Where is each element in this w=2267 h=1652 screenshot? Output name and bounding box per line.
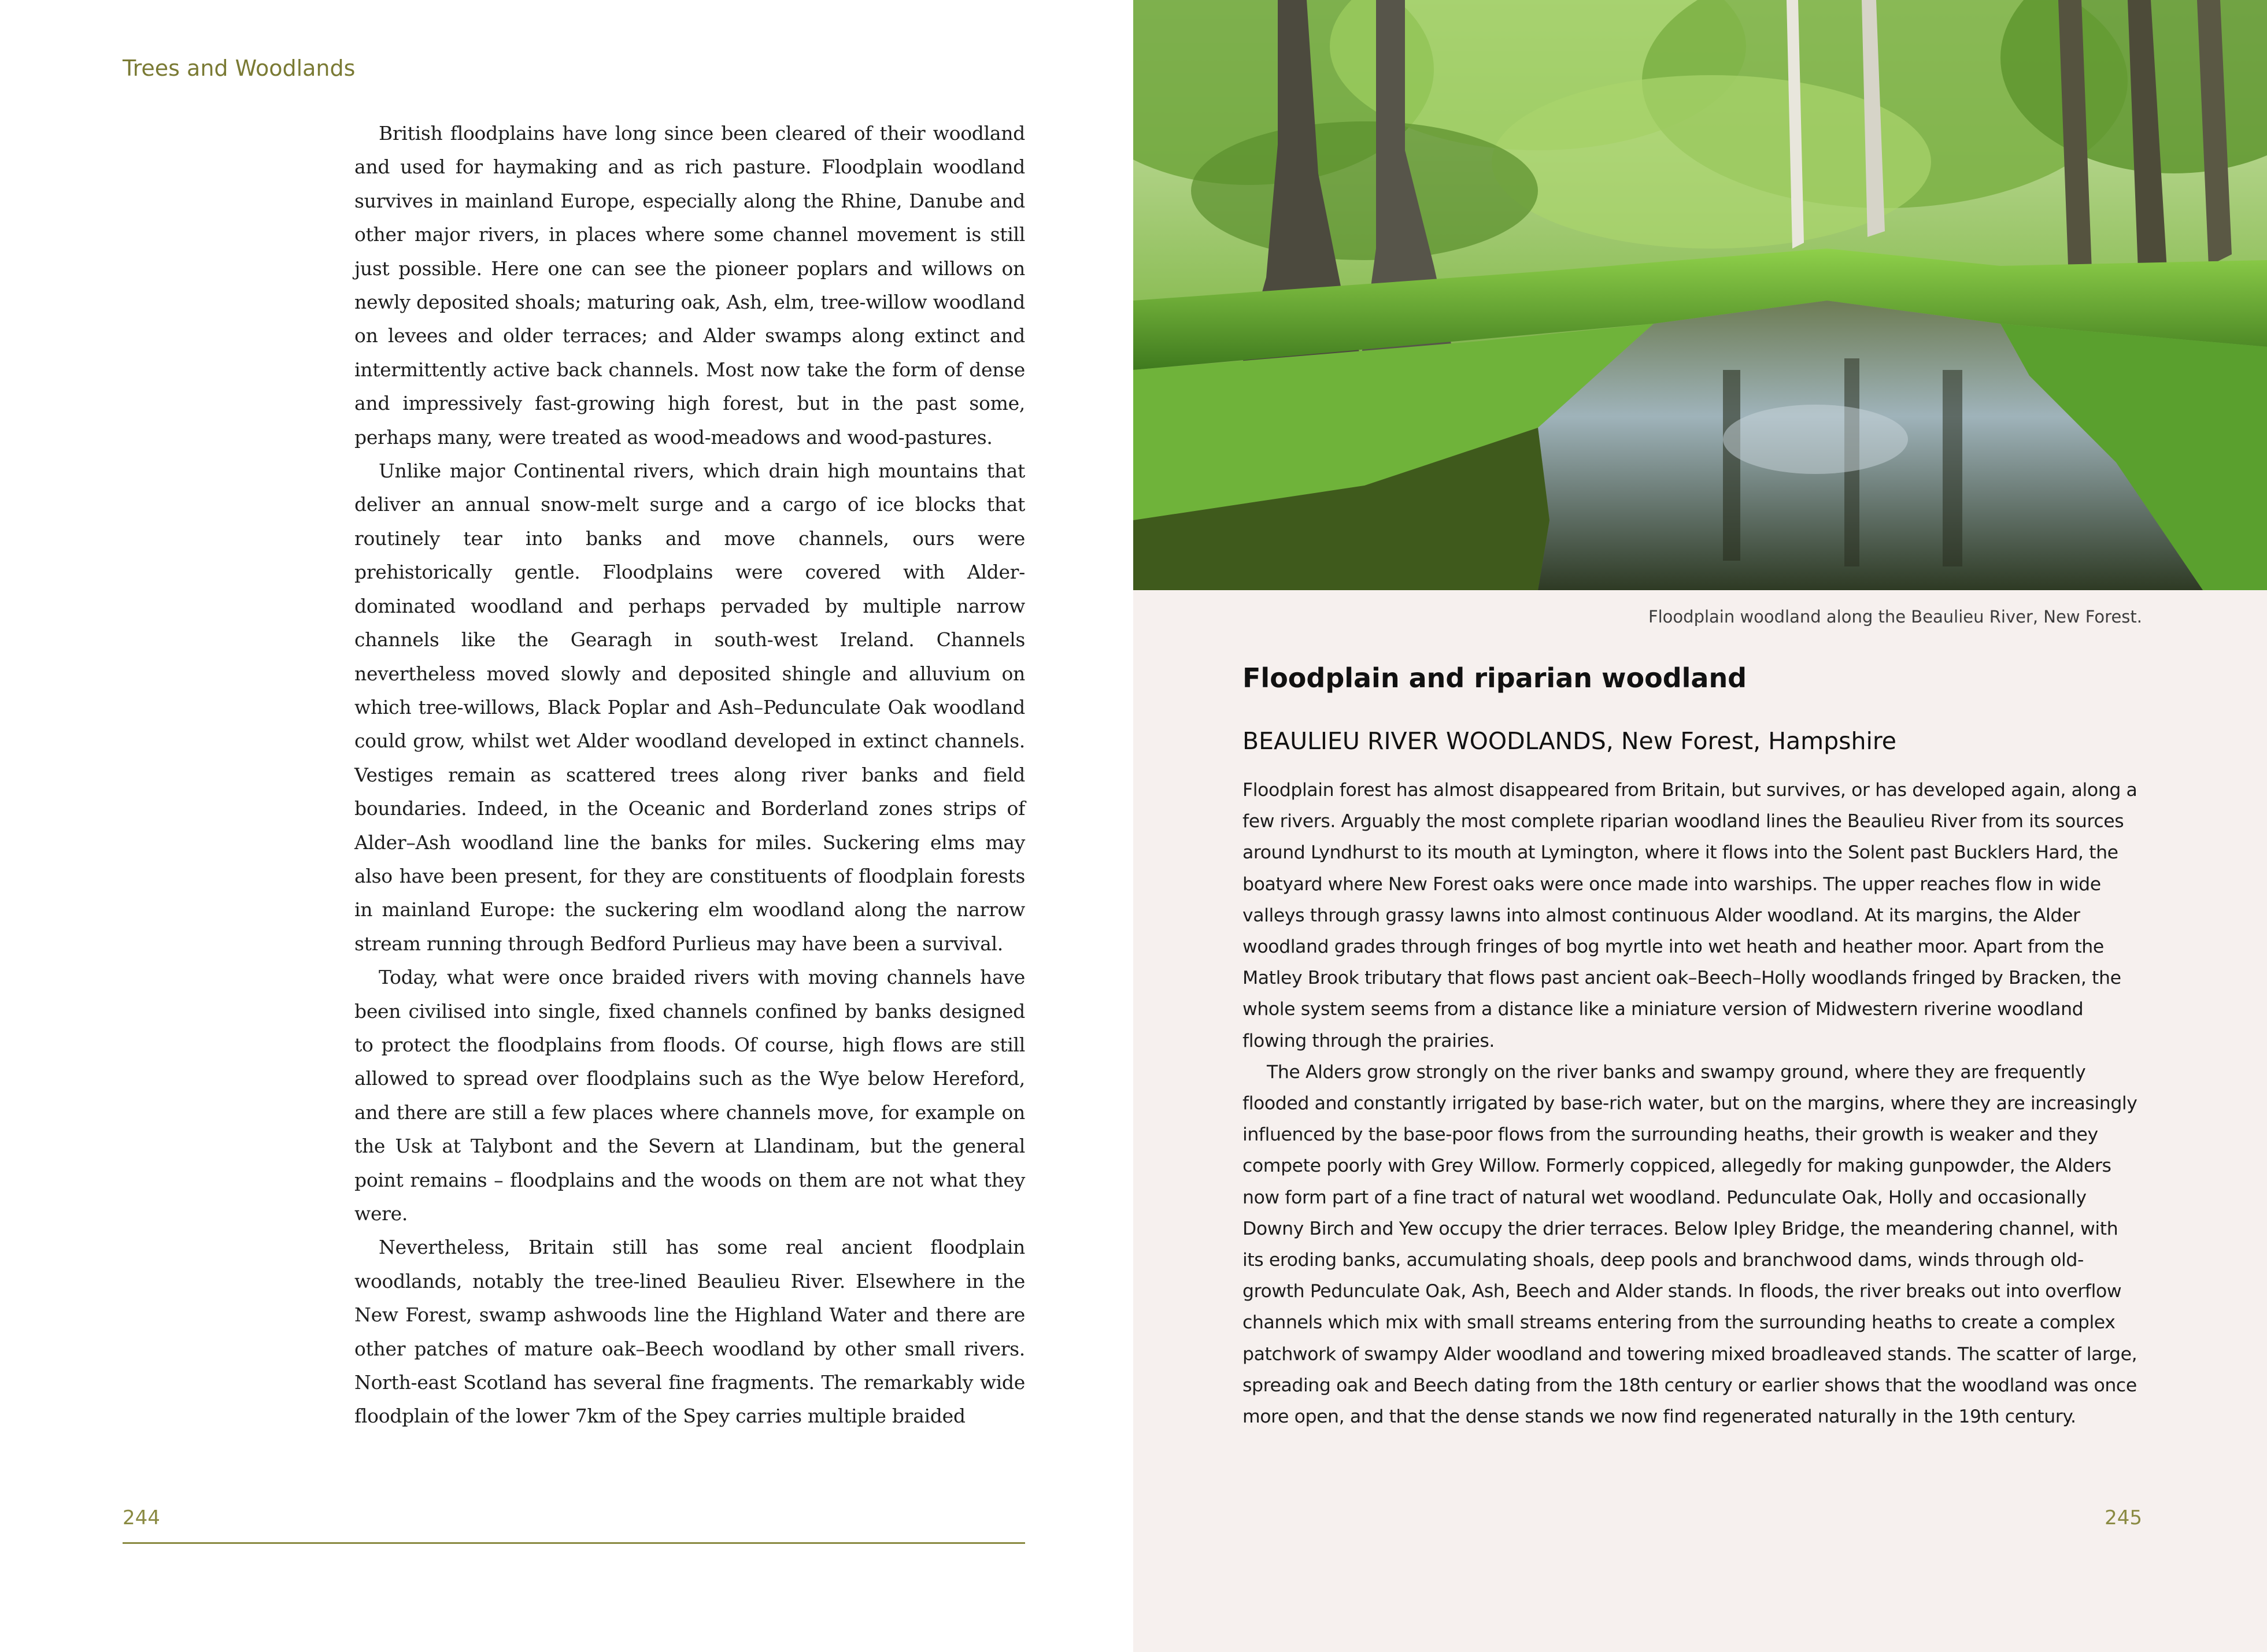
photo-illustration [1133, 0, 2267, 590]
page-number-left: 244 [123, 1506, 160, 1529]
right-body-text [1242, 775, 2142, 1432]
footer-rule-left [123, 1542, 1025, 1544]
right-page [1133, 0, 2267, 1652]
section-heading: Floodplain and riparian woodland [1242, 662, 1747, 694]
paragraph: The Alders grow strongly on the river banks and swampy ground, where they are frequently flooded and constantly irrigated by base-rich water, but on the margins, where they are increasingly influenced by the base-poor flows from the surrounding heaths, their growth is weaker and they compete poorly with Grey Willow. Formerly coppiced, allegedly for making gunpowder, the Alders now form part of a fine tract of natural wet woodland. Pedunculate Oak, Holly and occasionally Downy Birch and Yew occupy the drier terraces. Below Ipley Bridge, the meandering channel, with its eroding banks, accumulating shoals, deep pools and branchwood dams, winds through old-growth Pedunculate Oak, Ash, Beech and Alder stands. In floods, the river breaks out into overflow channels which mix with small streams entering from the surrounding heaths to create a complex patchwork of swampy Alder woodland and towering mixed broadleaved stands. The scatter of large, spreading oak and Beech dating from the 18th century or earlier shows that the woodland was once more open, and that the dense stands we now find regenerated naturally in the 19th century. [1242, 1061, 2137, 1428]
paragraph: Today, what were once braided rivers with moving channels have been civilised into single, fixed channels confined by banks designed to protect the floodplains from floods. Of course, high flows are still allowed to spread over floodplains such as the Wye below Hereford, and there are still a few places where channels move, for example on the Usk at Talybont and the Severn at Llandinam, but the general point remains – floodplains and the woods on them are not what they were. [354, 966, 1025, 1225]
paragraph: Unlike major Continental rivers, which drain high mountains that deliver an annual snow-melt surge and a cargo of ice blocks that routinely tear into banks and move channels, ours were prehistorically gentle. Floodplains were covered with Alder-dominated woodland and perhaps pervaded by multiple narrow channels like the Gearagh in south-west Ireland. Channels nevertheless moved slowly and deposited shingle and alluvium on which tree-willows, Black Poplar and Ash–Pedunculate Oak woodland could grow, whilst wet Alder woodland developed in extinct channels. Vestiges remain as scattered trees along river banks and field boundaries. Indeed, in the Oceanic and Borderland zones strips of Alder–Ash woodland line the banks for miles. Suckering elms may also have been present, for they are constituents of floodplain forests in mainland Europe: the suckering elm woodland along the narrow stream running through Bedford Purlieus may have been a survival. [354, 460, 1025, 955]
woodland-river-photo [1133, 0, 2267, 590]
photo-caption: Floodplain woodland along the Beaulieu River, New Forest. [1648, 607, 2142, 627]
paragraph: Nevertheless, Britain still has some real ancient floodplain woodlands, notably the tree-lined Beaulieu River. Elsewhere in the New Forest, swamp ashwoods line the Highland Water and there are other patches of mature oak–Beech woodland by other small rivers. North-east Scotland has several fine fragments. The remarkably wide floodplain of the lower 7km of the Spey carries multiple braided [354, 1236, 1025, 1428]
page-number-right: 245 [2105, 1506, 2142, 1529]
running-head: Trees and Woodlands [123, 55, 356, 81]
paragraph: Floodplain forest has almost disappeared from Britain, but survives, or has developed again, along a few rivers. Arguably the most complete riparian woodland lines the Beaulieu River from its sources around Lyndhurst to its mouth at Lymington, where it flows into the Solent past Bucklers Hard, the boatyard where New Forest oaks were once made into warships. The upper reaches flow in wide valleys through grassy lawns into almost continuous Alder woodland. At its margins, the Alder woodland grades through fringes of bog myrtle into wet heath and heather moor. Apart from the Matley Brook tributary that flows past ancient oak–Beech–Holly woodlands fringed by Bracken, the whole system seems from a distance like a miniature version of Midwestern riverine woodland flowing through the prairies. [1242, 780, 2137, 1051]
left-body-text [354, 117, 1025, 1434]
left-page [0, 0, 1133, 1652]
site-location: , New Forest, Hampshire [1606, 727, 1897, 755]
site-subheading [1242, 727, 1896, 755]
site-name: BEAULIEU RIVER WOODLANDS [1242, 727, 1606, 755]
paragraph: British floodplains have long since been cleared of their woodland and used for haymaking and as rich pasture. Floodplain woodland survives in mainland Europe, especially along the Rhine, Danube and other major rivers, in places where some channel movement is still just possible. Here one can see the pioneer poplars and willows on newly deposited shoals; maturing oak, Ash, elm, tree-willow woodland on levees and older terraces; and Alder swamps along extinct and intermittently active back channels. Most now take the form of dense and impressively fast-growing high forest, but in the past some, perhaps many, were treated as wood-meadows and wood-pastures. [354, 122, 1025, 449]
